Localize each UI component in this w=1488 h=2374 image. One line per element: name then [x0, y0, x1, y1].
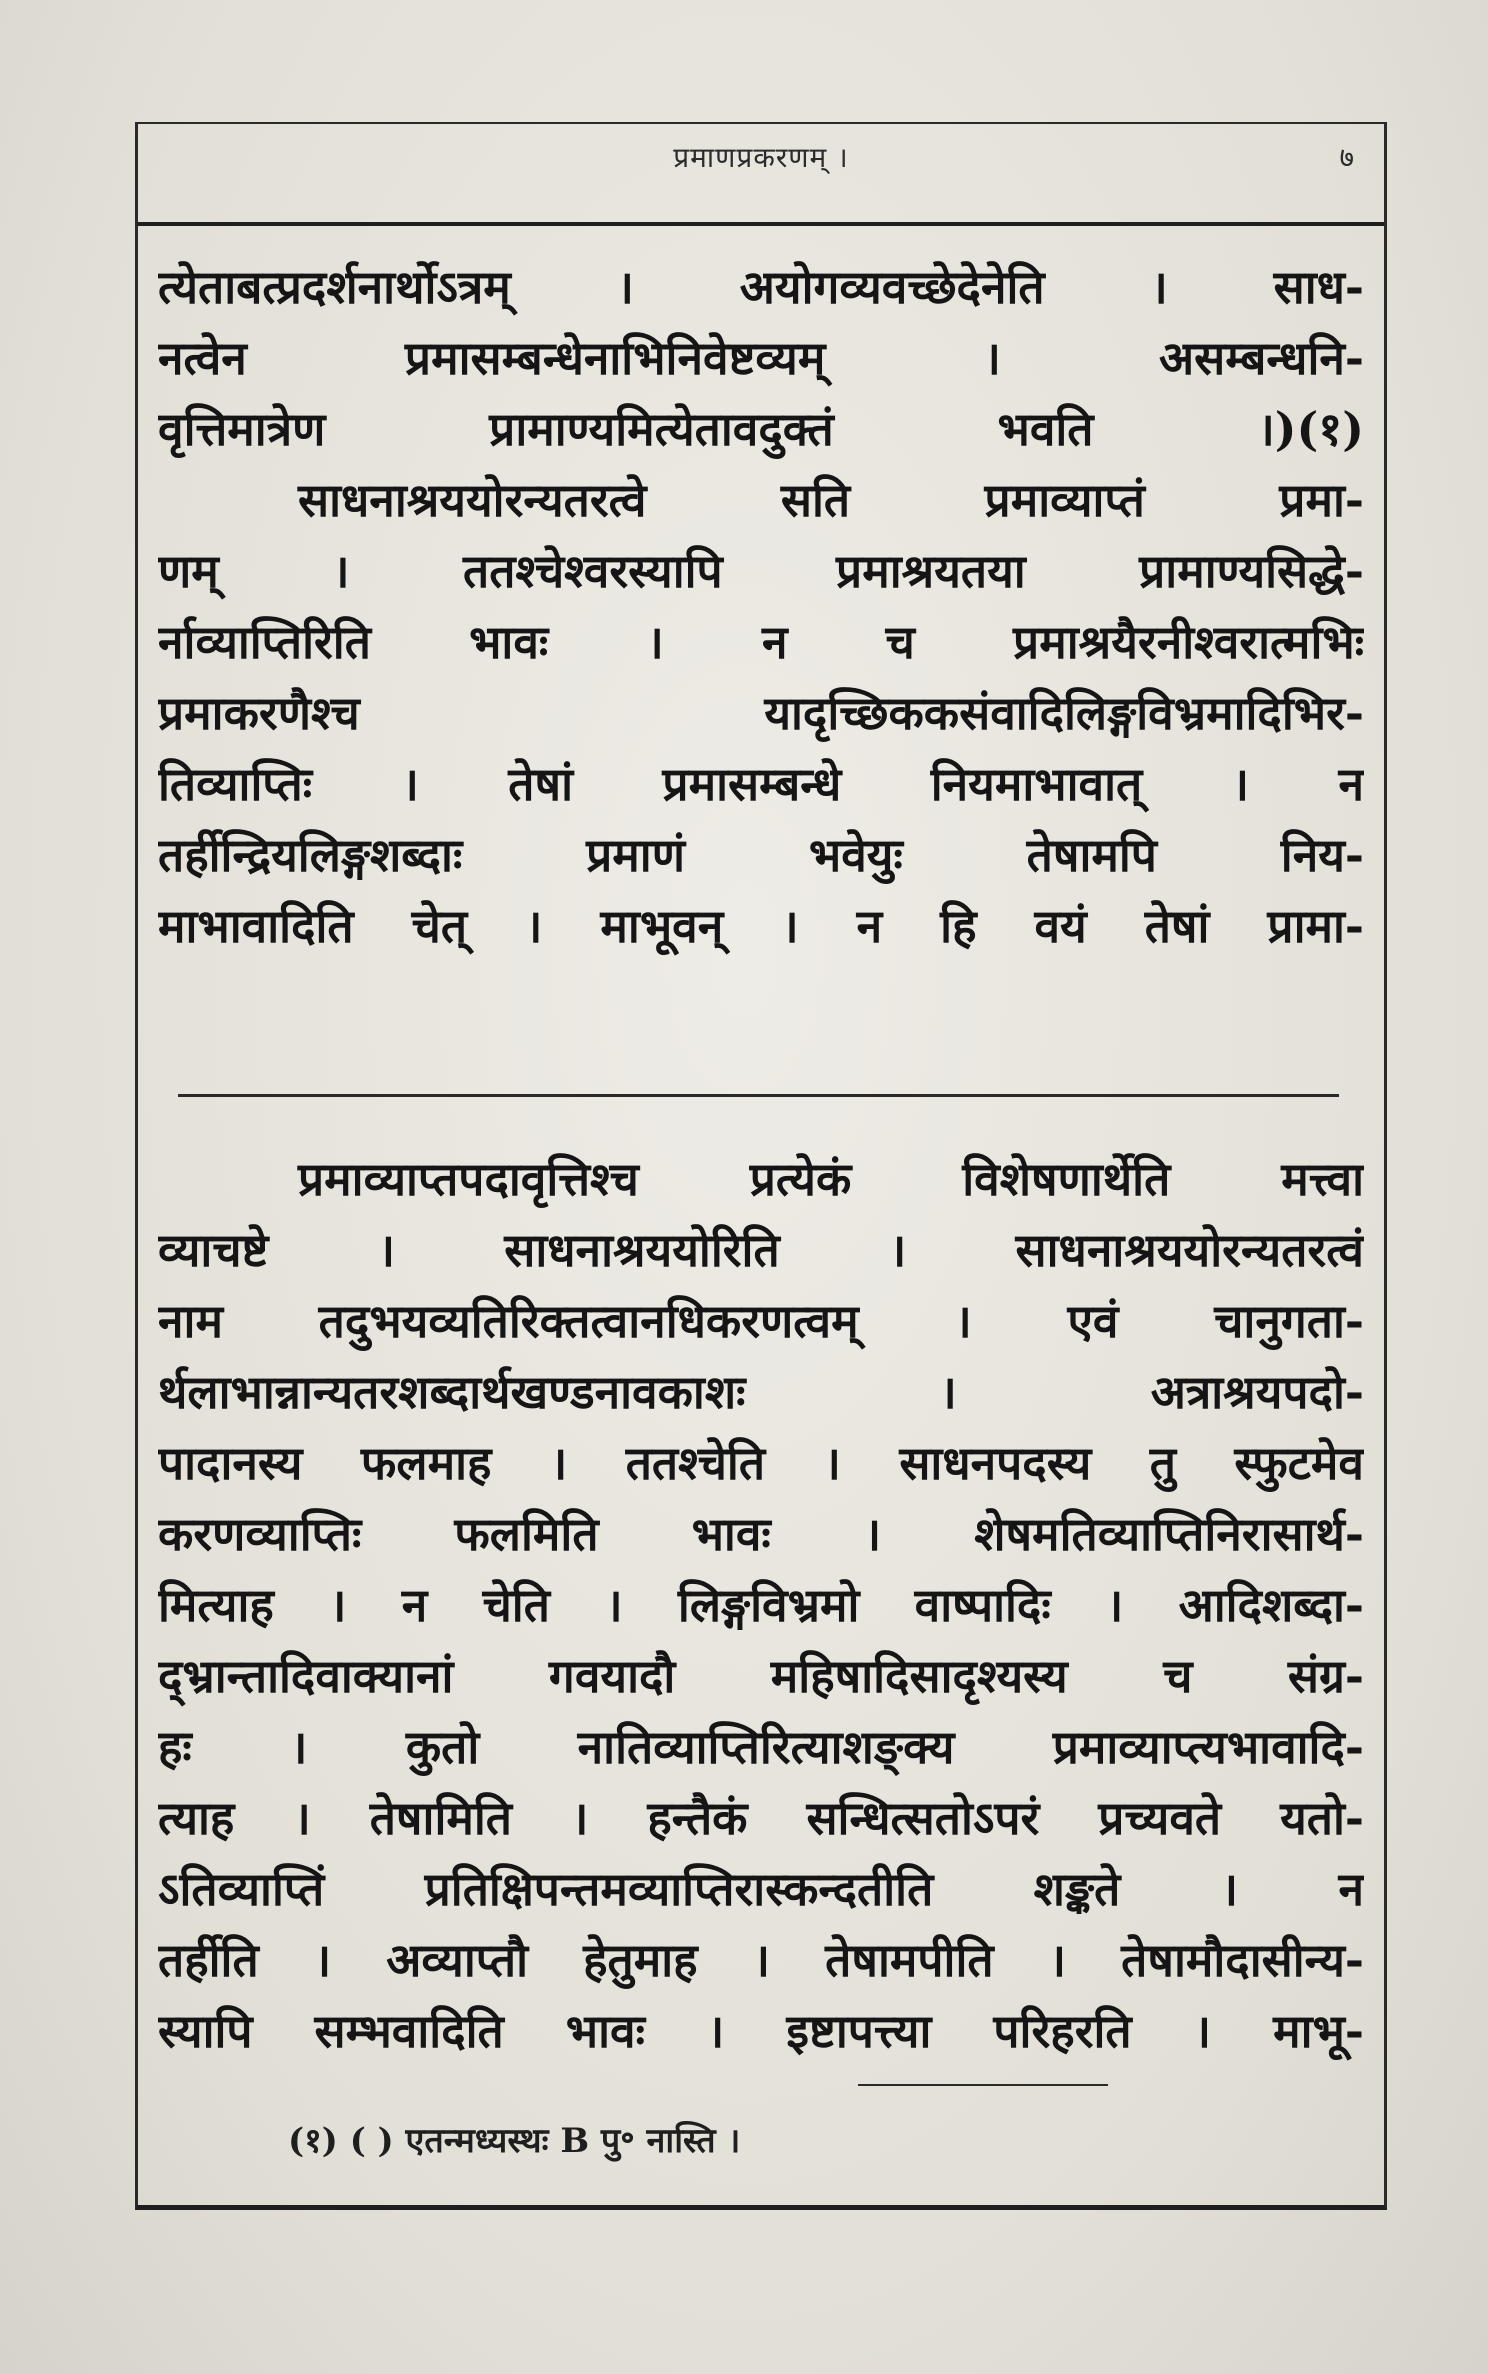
- commentary-line: मित्याह । न चेति । लिङ्गविभ्रमो वाष्पादिः । आदिशब्दा-: [158, 1578, 1364, 1632]
- page-header: [138, 138, 1384, 178]
- commentary-line: त्याह । तेषामिति । हन्तैकं सन्धित्सतोऽपरं प्रच्यवते यतो-: [158, 1791, 1364, 1845]
- commentary-line: प्रमाव्याप्तपदावृत्तिश्च प्रत्येकं विशेषणार्थेति मत्त्वा: [298, 1152, 1364, 1206]
- page-number: ७: [1339, 141, 1354, 174]
- commentary-line: पादानस्य फलमाह । ततश्चेति । साधनपदस्य तु स्फुटमेव: [158, 1436, 1364, 1490]
- commentary-line: व्याचष्टे । साधनाश्रययोरिति । साधनाश्रययोरन्यतरत्वं: [158, 1223, 1364, 1277]
- text-line: वृत्तिमात्रेण प्रामाण्यमित्येतावदुक्तं भवति ।)(१): [158, 402, 1364, 456]
- commentary-line: ऽतिव्याप्तिं प्रतिक्षिपन्तमव्याप्तिरास्कन्दतीति शङ्कते । न: [158, 1862, 1364, 1916]
- main-text: [158, 252, 1364, 962]
- text-line: तिव्याप्तिः । तेषां प्रमासम्बन्धे नियमाभावात् । न: [158, 757, 1364, 811]
- running-title: प्रमाणप्रकरणम् ।: [673, 141, 849, 174]
- commentary-line: र्थलाभान्नान्यतरशब्दार्थखण्डनावकाशः । अत्राश्रयपदो-: [158, 1365, 1364, 1419]
- commentary-line: नाम तदुभयव्यतिरिक्तत्वानधिकरणत्वम् । एवं चानुगता-: [158, 1294, 1364, 1348]
- commentary-line: द्भ्रान्तादिवाक्यानां गवयादौ महिषादिसादृश्यस्य च संग्र-: [158, 1649, 1364, 1703]
- commentary-line: तर्हीति । अव्याप्तौ हेतुमाह । तेषामपीति । तेषामौदासीन्य-: [158, 1933, 1364, 1987]
- commentary-line: हः । कुतो नातिव्याप्तिरित्याशङ्क्य प्रमाव्याप्त्यभावादि-: [158, 1720, 1364, 1774]
- footnote-rule: [858, 2084, 1108, 2086]
- page-frame: [135, 122, 1387, 2210]
- text-line: साधनाश्रययोरन्यतरत्वे सति प्रमाव्याप्तं प्रमा-: [298, 473, 1364, 527]
- commentary-text: [158, 1144, 1364, 2067]
- header-rule: [138, 222, 1384, 226]
- commentary-line: करणव्याप्तिः फलमिति भावः । शेषमतिव्याप्तिनिरासार्थ-: [158, 1507, 1364, 1561]
- text-line: तर्हीन्द्रियलिङ्गशब्दाः प्रमाणं भवेयुः तेषामपि निय-: [158, 828, 1364, 882]
- text-line: प्रमाकरणैश्च यादृच्छिककसंवादिलिङ्गविभ्रमादिभिर-: [158, 686, 1364, 740]
- commentary-line: स्यापि सम्भवादिति भावः । इष्टापत्त्या परिहरति । माभू-: [158, 2004, 1364, 2058]
- section-rule: [178, 1094, 1339, 1097]
- text-line: र्नाव्याप्तिरिति भावः । न च प्रमाश्रयैरनीश्वरात्मभिः: [158, 615, 1364, 669]
- text-line: माभावादिति चेत् । माभूवन् । न हि वयं तेषां प्रामा-: [158, 899, 1364, 953]
- text-line: त्येताबत्प्रदर्शनार्थोऽत्रम् । अयोगव्यवच्छेदेनेति । साध-: [158, 260, 1364, 314]
- text-line: नत्वेन प्रमासम्बन्धेनाभिनिवेष्टव्यम् । असम्बन्धनि-: [158, 331, 1364, 385]
- footnote: (१) ( ) एतन्मध्यस्थः B पु॰ नास्ति ।: [288, 2121, 741, 2161]
- text-line: णम् । ततश्चेश्वरस्यापि प्रमाश्रयतया प्रामाण्यसिद्धे-: [158, 544, 1364, 598]
